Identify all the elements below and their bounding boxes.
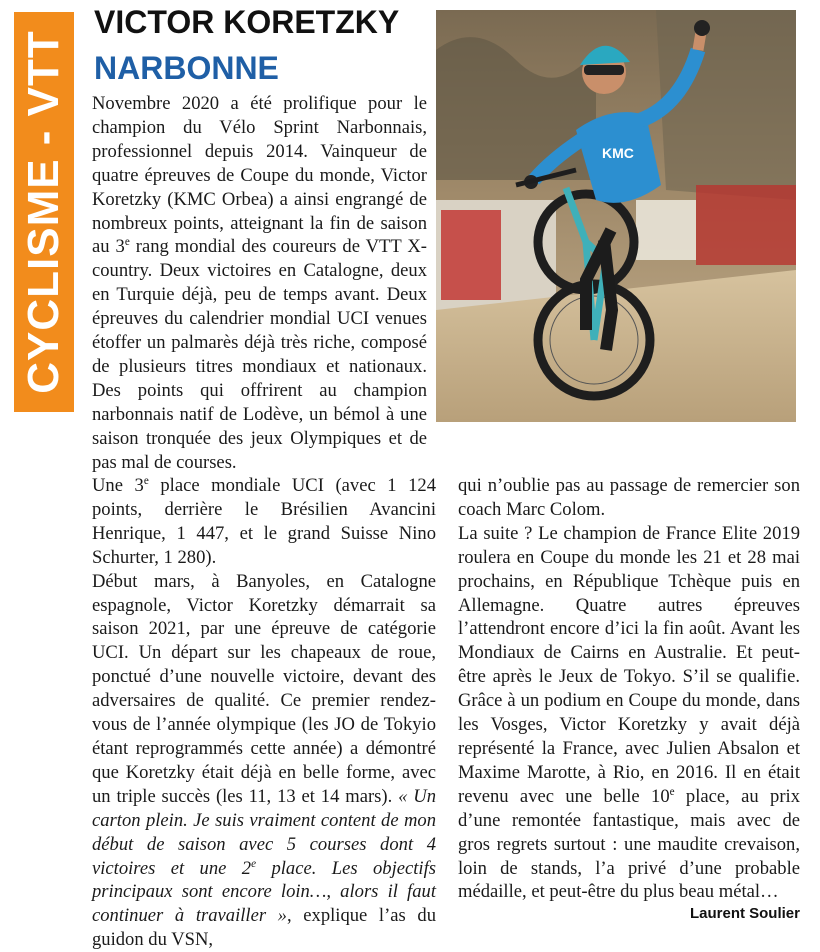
paragraph	[92, 92, 427, 475]
quote-text: « Un carton plein. Je suis vraiment content de mon début de saison avec 5 courses dont 4 victoires et une 2	[92, 785, 437, 879]
article-photo	[436, 10, 796, 422]
author-byline: Laurent Soulier	[689, 905, 800, 922]
text-run: Novembre 2020 a été prolifique pour le champion du Vélo Sprint Narbonnais, professionnel depuis 2014. Vainqueur de quatre épreuves de Coupe du monde, Victor Koretzky (KMC Orbea) a ainsi engrangé de nombreux points, atteignant la fin de saison au 3	[92, 93, 427, 258]
paragraph	[92, 570, 436, 952]
article-column-left-bottom	[92, 474, 436, 952]
section-label: CYCLISME - VTT	[19, 30, 68, 394]
text-run: Une 3	[92, 475, 144, 496]
text-run: La suite ? Le champion de France Elite 2019 roulera en Coupe du monde les 21 et 28 mai prochains, en République Tchèque puis en Allemagne. Quatre autres épreuves l’attendront encore d’ici la fin août. Avant les Mondiaux de Cairns en Australie. Et peut-être après le Jeux de Tokyo. S’il se qualifie. Grâce à un podium en Coupe du monde, dans les Vosges, Victor Koretzky y avait déjà représenté la France, avec Julien Absalon et Maxime Marotte, à Rio, en 2016. Il en était revenu avec une belle 10	[458, 522, 800, 807]
cyclist-photo-illustration	[436, 10, 796, 422]
text-run: place mondiale UCI (avec 1 124 points, derrière le Brésilien Avancini Henrique, 1 447, et le grand Suisse Nino Schurter, 1 280).	[92, 475, 436, 568]
ordinal-suffix: e	[124, 236, 130, 249]
quote-text: place. Les objectifs principaux sont encore loin…, alors il faut continuer à travailler »	[92, 857, 436, 927]
ordinal-suffix: e	[669, 785, 675, 798]
text-run: Début mars, à Banyoles, en Catalogne espagnole, Victor Koretzky démarrait sa saison 2021, par une épreuve de catégorie UCI. Un départ sur les chapeaux de roue, ponctué d’une nouvelle victoire, devant des adversaires de qualité. Ce premier rendez-vous de l’année olympique (les JO de Tokyio étant reprogrammés cette année) a démontré que Koretzky était déjà en belle forme, avec un triple succès (les 11, 13 et 14 mars).	[92, 570, 436, 807]
text-run: , explique l’as du guidon du VSN,	[92, 905, 436, 951]
paragraph	[92, 474, 436, 570]
article-column-left-top	[92, 92, 427, 475]
ordinal-suffix: e	[251, 857, 257, 870]
jersey-logo-text: KMC	[602, 145, 634, 161]
paragraph	[458, 522, 800, 905]
text-run: place, au prix d’une remontée fantastique, mais avec de gros regrets surtout : une maudite crevaison, loin de stands, l’a privé d’une probable médaille, et peut-être du plus beau métal…	[458, 785, 800, 903]
section-label-tab	[14, 12, 74, 412]
article-title: VICTOR KORETZKY	[94, 4, 400, 40]
ordinal-suffix: e	[143, 474, 149, 487]
paragraph: qui n’oublie pas au passage de remercier son coach Marc Colom.	[458, 475, 800, 520]
text-run: rang mondial des coureurs de VTT X-country. Deux victoires en Catalogne, deux en Turquie déjà, peu de temps avant. Deux épreuves du calendrier mondial UCI venues étoffer un palmarès déjà très riche, composé de plusieurs titres mondiaux et nationaux. Des points qui offrirent au champion narbonnais natif de Lodève, un bémol à une saison tronquée des jeux Olympiques et de pas mal de courses.	[92, 236, 427, 473]
article-location: NARBONNE	[94, 50, 279, 86]
article-column-right	[458, 474, 800, 904]
